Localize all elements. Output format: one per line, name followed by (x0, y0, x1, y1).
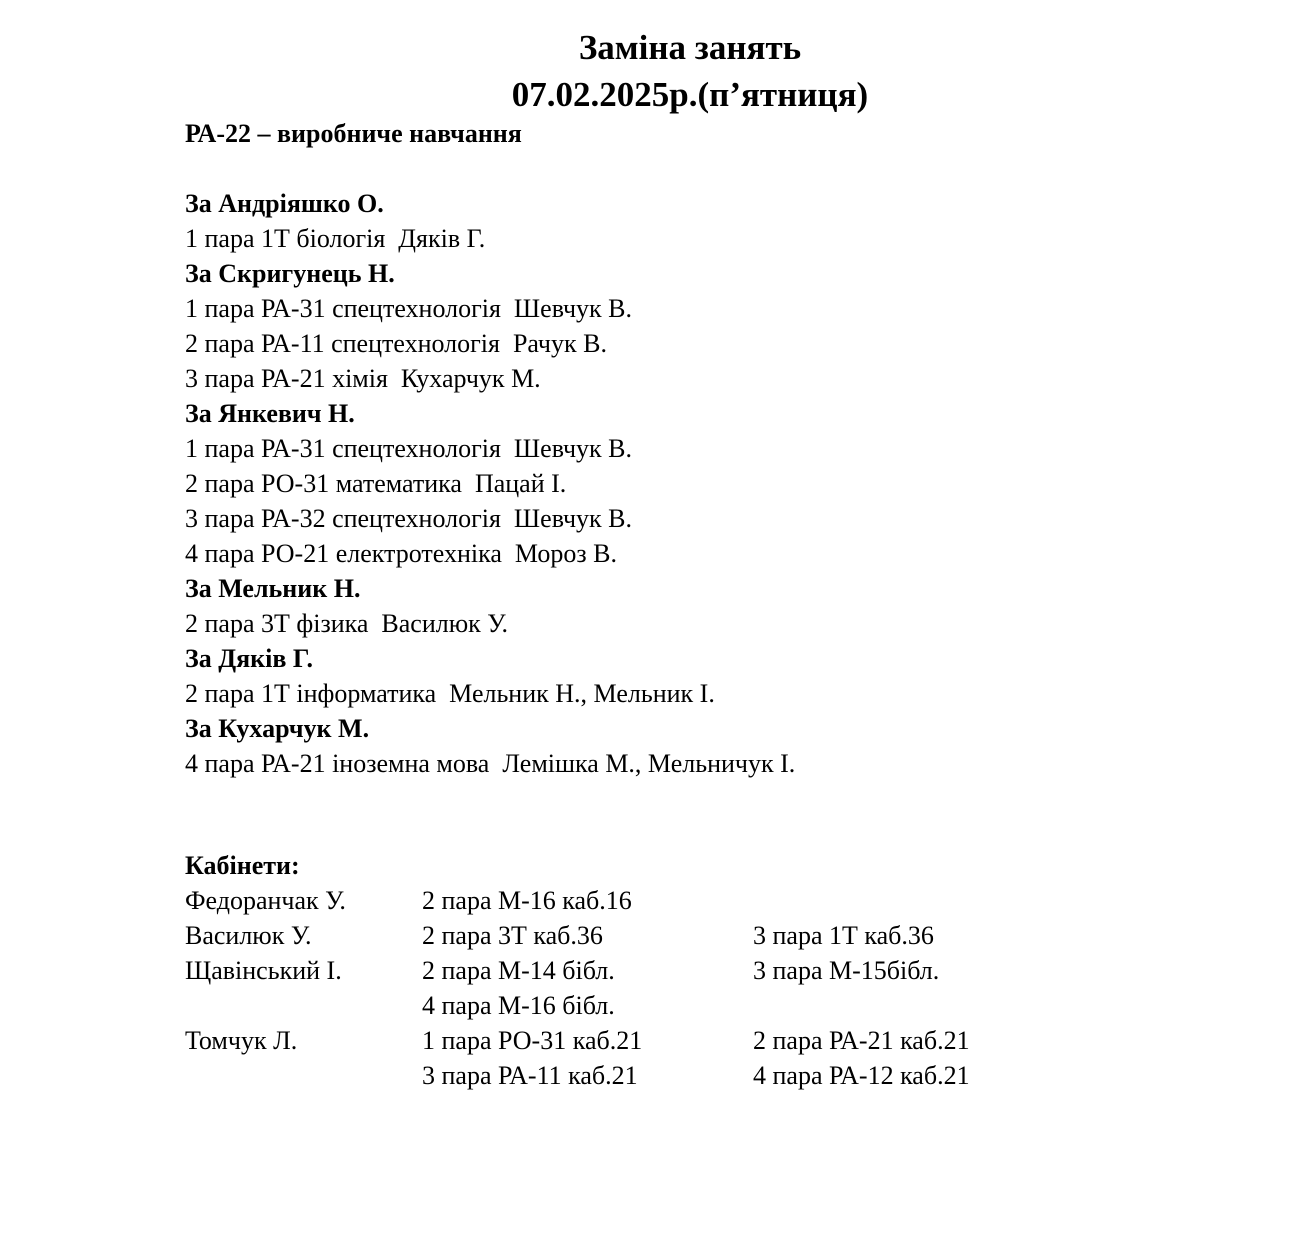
room-assignment: 2 пара РА-21 каб.21 (753, 1026, 970, 1055)
room-assignment: 3 пара РА-11 каб.21 (422, 1061, 638, 1090)
replacement-item: 3 пара РА-32 спецтехнологія Шевчук В. (185, 504, 633, 533)
replacements-list (185, 186, 1235, 781)
room-row (185, 953, 1235, 988)
room-assignment: 4 пара М-16 бібл. (422, 991, 615, 1020)
replacement-heading: За Дяків Г. (185, 644, 314, 673)
replacement-item: 2 пара 1Т інформатика Мельник Н., Мельник І. (185, 679, 715, 708)
room-row (185, 988, 1235, 1023)
replacement-item: 4 пара РА-21 іноземна мова Лемішка М., Мельничук І. (185, 749, 796, 778)
room-assignment: 3 пара 1Т каб.36 (753, 921, 934, 950)
room-row (185, 1058, 1235, 1093)
replacement-item: 1 пара РА-31 спецтехнологія Шевчук В. (185, 434, 633, 463)
room-assignment: 4 пара РА-12 каб.21 (753, 1061, 970, 1090)
room-assignment: 1 пара РО-31 каб.21 (422, 1026, 643, 1055)
replacement-item: 1 пара 1Т біологія Дяків Г. (185, 224, 486, 253)
rooms-section (185, 848, 1235, 1093)
replacement-item: 2 пара РО-31 математика Пацай І. (185, 469, 567, 498)
replacement-item: 2 пара РА-11 спецтехнологія Рачук В. (185, 329, 607, 358)
replacement-heading: За Андріяшко О. (185, 189, 384, 218)
replacement-heading: За Кухарчук М. (185, 714, 370, 743)
room-row (185, 1023, 1235, 1058)
room-assignment: 2 пара М-16 каб.16 (422, 886, 632, 915)
replacement-heading: За Мельник Н. (185, 574, 361, 603)
room-row (185, 918, 1235, 953)
room-row (185, 883, 1235, 918)
group-note: РА-22 – виробниче навчання (185, 119, 522, 148)
room-teacher: Федоранчак У. (185, 886, 346, 915)
room-teacher: Томчук Л. (185, 1026, 298, 1055)
replacement-heading: За Янкевич Н. (185, 399, 355, 428)
room-teacher: Щавінський І. (185, 956, 342, 985)
rooms-title: Кабінети: (185, 851, 300, 880)
document-date: 07.02.2025р.(п’ятниця) (511, 75, 869, 114)
room-teacher: Василюк У. (185, 921, 312, 950)
replacement-item: 3 пара РА-21 хімія Кухарчук М. (185, 364, 541, 393)
room-assignment: 2 пара М-14 бібл. (422, 956, 615, 985)
replacement-heading: За Скригунець Н. (185, 259, 395, 288)
replacement-item: 1 пара РА-31 спецтехнологія Шевчук В. (185, 294, 633, 323)
room-assignment: 3 пара М-15бібл. (753, 956, 940, 985)
replacement-item: 4 пара РО-21 електротехніка Мороз В. (185, 539, 617, 568)
replacement-item: 2 пара 3Т фізика Василюк У. (185, 609, 508, 638)
room-assignment: 2 пара 3Т каб.36 (422, 921, 603, 950)
document-title: Заміна занять (578, 28, 802, 67)
